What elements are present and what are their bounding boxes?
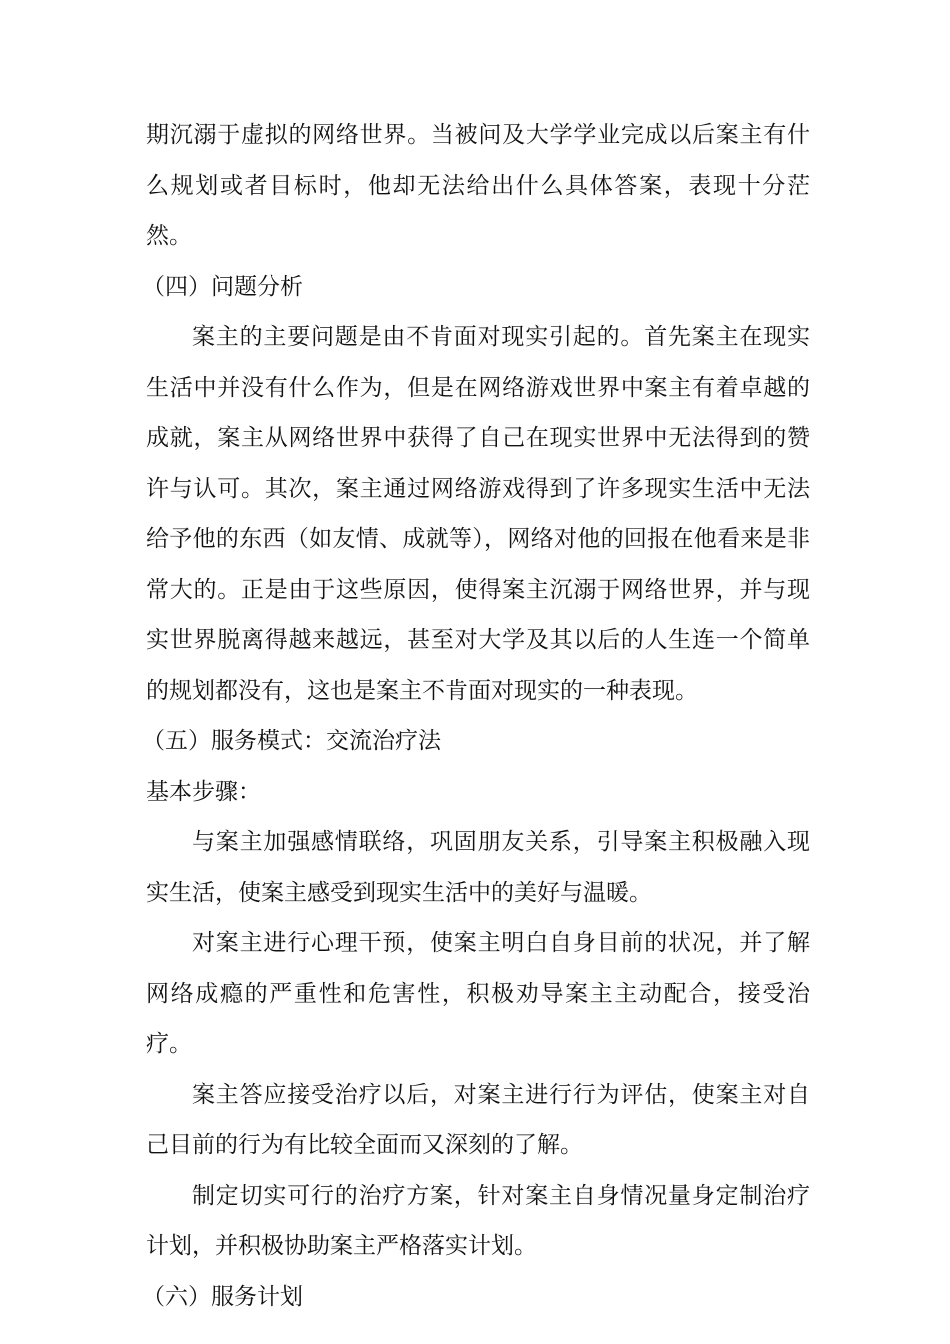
paragraph-continuation: 期沉溺于虚拟的网络世界。当被问及大学学业完成以后案主有什么规划或者目标时，他却无法给出什么具体答案，表现十分茫然。 [146, 122, 810, 249]
step-paragraph-4: 制定切实可行的治疗方案，针对案主自身情况量身定制治疗计划，并积极协助案主严格落实计划。 [146, 1182, 810, 1259]
section-heading-problem-analysis: （四）问题分析 [142, 273, 303, 300]
paragraph-problem-analysis: 案主的主要问题是由不肯面对现实引起的。首先案主在现实生活中并没有什么作为，但是在网络游戏世界中案主有着卓越的成就，案主从网络世界中获得了自己在现实世界中无法得到的赞许与认可。其次，案主通过网络游戏得到了许多现实生活中无法给予他的东西（如友情、成就等），网络对他的回报在他看来是非常大的。正是由于这些原因，使得案主沉溺于网络世界，并与现实世界脱离得越来越远，甚至对大学及其以后的人生连一个简单的规划都没有，这也是案主不肯面对现实的一种表现。 [146, 324, 810, 704]
document-page [142, 110, 810, 1322]
section-heading-service-plan: （六）服务计划 [142, 1283, 303, 1310]
section-heading-service-mode: （五）服务模式：交流治疗法 [142, 728, 441, 754]
basic-steps-label: 基本步骤： [146, 778, 261, 805]
step-paragraph-2: 对案主进行心理干预，使案主明白自身目前的状况，并了解网络成瘾的严重性和危害性，积极劝导案主主动配合，接受治疗。 [146, 930, 810, 1057]
step-paragraph-3: 案主答应接受治疗以后，对案主进行行为评估，使案主对自己目前的行为有比较全面而又深刻的了解。 [146, 1081, 810, 1158]
step-paragraph-1: 与案主加强感情联络，巩固朋友关系，引导案主积极融入现实生活，使案主感受到现实生活中的美好与温暖。 [146, 829, 810, 906]
